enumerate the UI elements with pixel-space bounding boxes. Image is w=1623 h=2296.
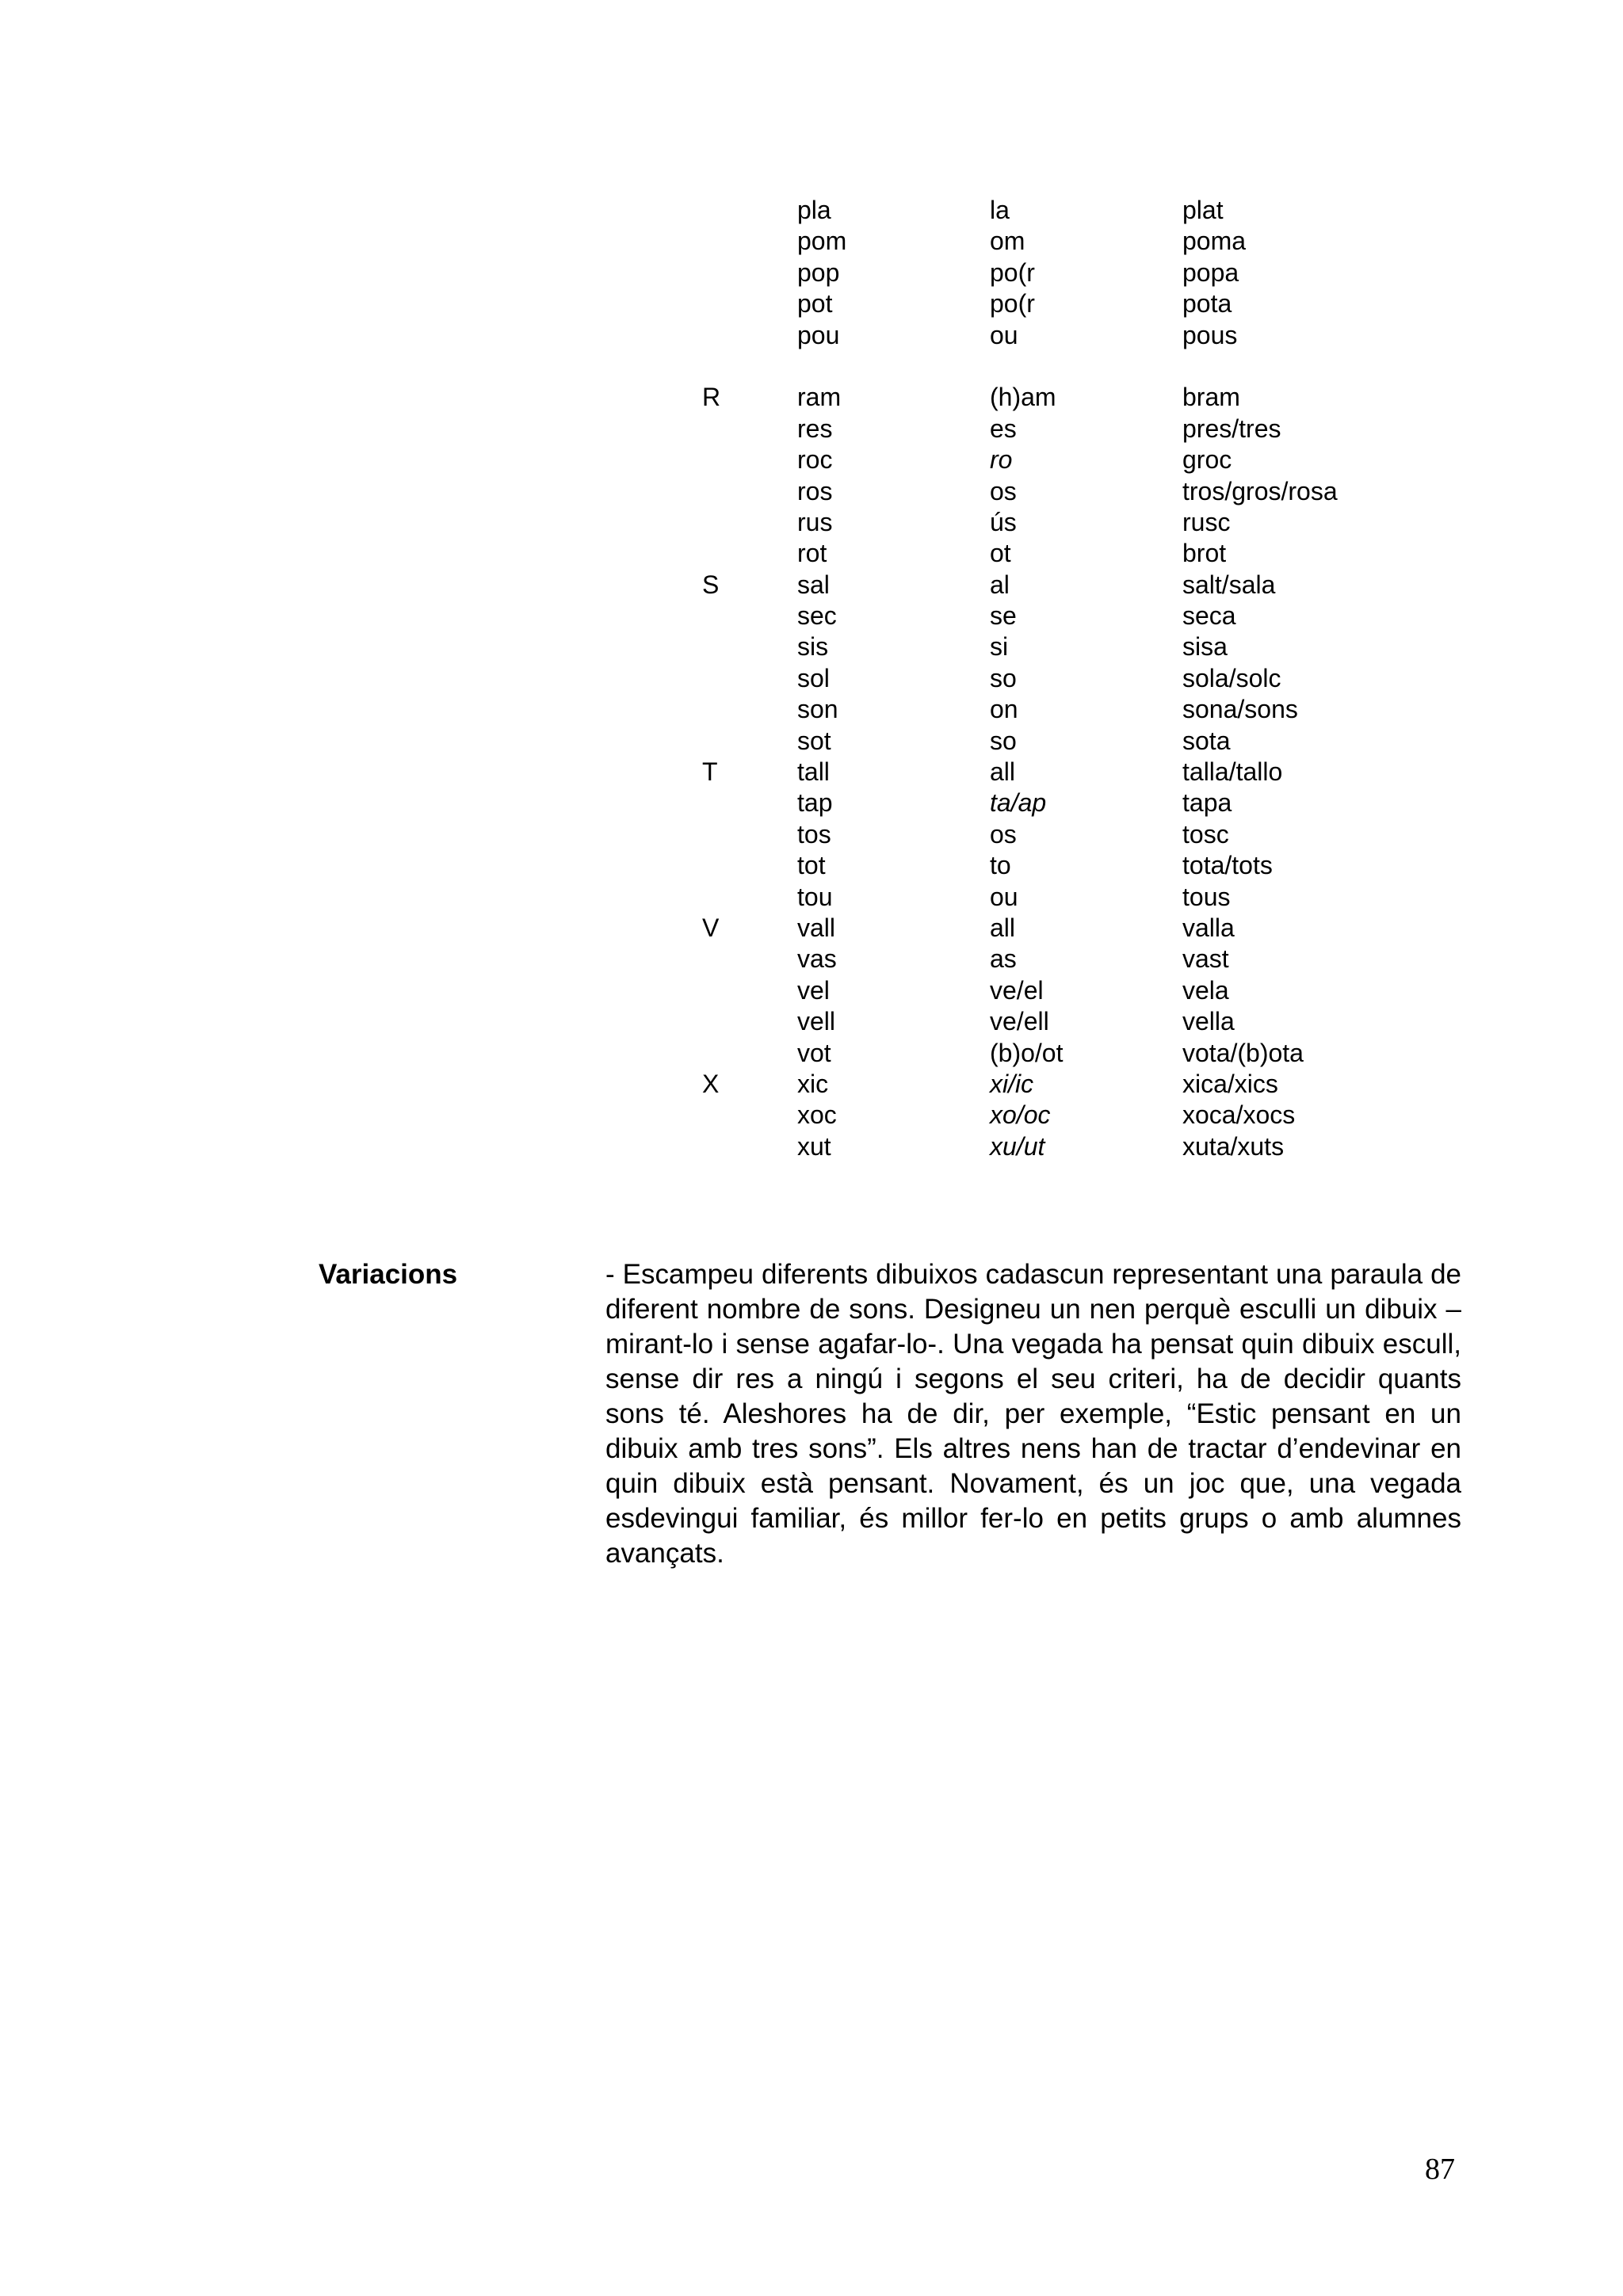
row-word: ram — [797, 383, 842, 412]
row-modified-word: (h)am — [990, 383, 1056, 412]
row-word: res — [797, 414, 833, 443]
table-row — [0, 726, 1623, 757]
table-row — [0, 819, 1623, 850]
row-modified-word: po(r — [990, 289, 1035, 318]
row-modified-word: to — [990, 851, 1011, 880]
row-modified-word: po(r — [990, 257, 1035, 287]
table-row — [0, 1131, 1623, 1162]
row-modified-word: si — [990, 632, 1009, 662]
row-word: ros — [797, 476, 833, 505]
variations-paragraph: - Escampeu diferents dibuixos cadascun representant una paraula de diferent nombre de sons. Designeu un nen perquè esculli un dibuix –mirant-lo i sense agafar-lo-. Una vegada ha pensat quin dibuix escull, sense dir res a ningú i segons el seu criteri, ha de decidir quants sons té. Aleshores ha de dir, per exemple, “Estic pensant en un dibuix amb tres sons”. Els altres nens han de tractar d’endevinar en quin dibuix està pensant. Novament, és un joc que, una vegada esdevingui familiar, és millor fer-lo en petits grups o amb alumnes avançats. — [605, 1259, 1461, 1569]
row-word: sec — [797, 601, 837, 631]
table-row — [0, 570, 1623, 601]
table-row — [0, 538, 1623, 569]
row-extended-word: pres/tres — [1182, 414, 1281, 443]
row-letter: V — [702, 913, 720, 942]
row-word: vot — [797, 1038, 831, 1067]
table-row — [0, 382, 1623, 413]
table-row — [0, 414, 1623, 444]
table-row — [0, 257, 1623, 288]
row-word: rot — [797, 539, 827, 568]
row-extended-word: sola/solc — [1182, 663, 1281, 692]
row-extended-word: plat — [1182, 196, 1224, 224]
row-modified-word: ús — [990, 507, 1017, 536]
row-letter: X — [702, 1069, 720, 1098]
row-extended-word: pous — [1182, 320, 1238, 349]
row-modified-word: ou — [990, 320, 1018, 349]
table-row — [0, 507, 1623, 538]
row-word: sot — [797, 726, 831, 755]
row-extended-word: vella — [1182, 1007, 1235, 1036]
table-row — [0, 913, 1623, 944]
row-modified-word: so — [990, 663, 1017, 692]
row-word: sal — [797, 570, 830, 599]
row-word: pot — [797, 289, 833, 318]
table-row — [0, 788, 1623, 818]
row-extended-word: tros/gros/rosa — [1182, 476, 1338, 505]
row-extended-word: tota/tots — [1182, 851, 1273, 880]
row-word: roc — [797, 445, 833, 475]
row-extended-word: tosc — [1182, 819, 1229, 849]
row-modified-word: se — [990, 601, 1017, 631]
table-row — [0, 944, 1623, 974]
row-modified-word: on — [990, 695, 1018, 724]
row-word: pla — [797, 196, 831, 224]
row-extended-word: sona/sons — [1182, 695, 1298, 724]
row-extended-word: salt/sala — [1182, 570, 1276, 599]
row-word: rus — [797, 507, 833, 536]
row-extended-word: tapa — [1182, 788, 1232, 818]
row-word: vall — [797, 913, 836, 942]
row-modified-word: ve/ell — [990, 1007, 1049, 1036]
row-extended-word: xoca/xocs — [1182, 1100, 1296, 1130]
row-modified-word: all — [990, 757, 1016, 787]
row-modified-word: xo/oc — [990, 1100, 1051, 1130]
row-extended-word: rusc — [1182, 507, 1231, 536]
page-number: 87 — [1425, 2153, 1455, 2186]
row-word: sis — [797, 632, 829, 662]
row-word: tall — [797, 757, 830, 787]
table-row — [0, 288, 1623, 319]
row-modified-word: all — [990, 913, 1016, 942]
row-word: xut — [797, 1131, 831, 1161]
row-modified-word: ro — [990, 445, 1013, 475]
table-row — [0, 1006, 1623, 1037]
row-extended-word: talla/tallo — [1182, 757, 1283, 787]
row-modified-word: ve/el — [990, 975, 1044, 1005]
row-extended-word: xica/xics — [1182, 1069, 1278, 1098]
row-extended-word: valla — [1182, 913, 1235, 942]
row-extended-word: vela — [1182, 975, 1229, 1005]
row-modified-word: os — [990, 819, 1017, 849]
variations-label: Variacions — [319, 1259, 458, 1290]
row-word: tap — [797, 788, 833, 818]
row-extended-word: pota — [1182, 289, 1232, 318]
row-word: vas — [797, 944, 837, 974]
row-letter: R — [702, 383, 721, 412]
row-word: tot — [797, 851, 826, 880]
row-modified-word: la — [990, 196, 1010, 224]
row-word: xoc — [797, 1100, 837, 1130]
row-modified-word: (b)o/ot — [990, 1038, 1064, 1067]
row-word: pop — [797, 257, 840, 287]
row-extended-word: vota/(b)ota — [1182, 1038, 1304, 1067]
table-row — [0, 663, 1623, 694]
table-row — [0, 850, 1623, 881]
row-extended-word: sota — [1182, 726, 1231, 755]
row-word: tos — [797, 819, 831, 849]
table-row — [0, 1100, 1623, 1131]
row-modified-word: al — [990, 570, 1010, 599]
row-extended-word: tous — [1182, 882, 1231, 911]
row-extended-word: sisa — [1182, 632, 1228, 662]
table-row — [0, 975, 1623, 1006]
row-modified-word: ot — [990, 539, 1011, 568]
table-row — [0, 195, 1623, 226]
table-row — [0, 757, 1623, 788]
row-modified-word: as — [990, 944, 1017, 974]
row-extended-word: brot — [1182, 539, 1227, 568]
row-word: sol — [797, 663, 830, 692]
row-extended-word: popa — [1182, 257, 1239, 287]
row-extended-word: vast — [1182, 944, 1229, 974]
row-word: son — [797, 695, 838, 724]
row-letter: T — [702, 757, 718, 787]
table-row — [0, 1038, 1623, 1069]
table-row — [0, 631, 1623, 662]
row-modified-word: om — [990, 227, 1025, 256]
table-row — [0, 1069, 1623, 1100]
row-word: pou — [797, 320, 840, 349]
table-row-spacer — [0, 351, 1623, 382]
row-extended-word: poma — [1182, 227, 1247, 256]
row-modified-word: xi/ic — [990, 1069, 1034, 1098]
table-row — [0, 476, 1623, 507]
word-table — [0, 195, 1623, 1162]
table-row — [0, 444, 1623, 475]
table-row — [0, 226, 1623, 257]
row-modified-word: es — [990, 414, 1017, 443]
table-row — [0, 882, 1623, 913]
row-extended-word: groc — [1182, 445, 1232, 475]
row-extended-word: bram — [1182, 383, 1240, 412]
row-word: vell — [797, 1007, 836, 1036]
table-row — [0, 320, 1623, 351]
row-word: tou — [797, 882, 833, 911]
table-row — [0, 694, 1623, 725]
row-word: vel — [797, 975, 830, 1005]
row-extended-word: xuta/xuts — [1182, 1131, 1285, 1161]
row-modified-word: xu/ut — [990, 1131, 1045, 1161]
row-word: xic — [797, 1069, 829, 1098]
row-letter: S — [702, 570, 720, 599]
table-row — [0, 601, 1623, 631]
row-modified-word: os — [990, 476, 1017, 505]
row-word: pom — [797, 227, 847, 256]
row-modified-word: so — [990, 726, 1017, 755]
row-modified-word: ta/ap — [990, 788, 1047, 818]
row-modified-word: ou — [990, 882, 1018, 911]
row-extended-word: seca — [1182, 601, 1236, 631]
